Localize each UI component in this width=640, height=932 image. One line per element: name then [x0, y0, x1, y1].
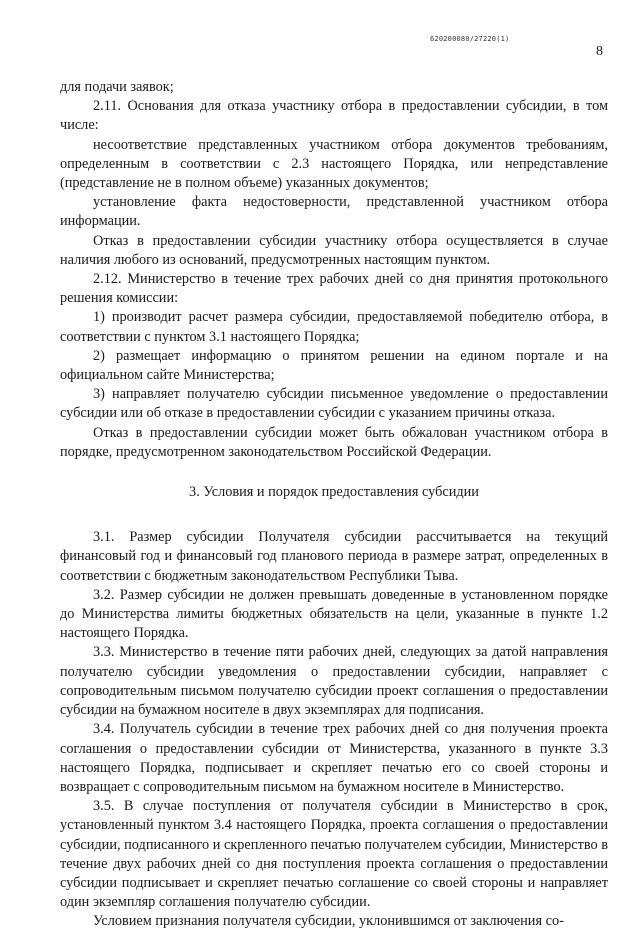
- paragraph: 1) производит расчет размера субсидии, предоставляемой победителю отбора, в соответствии с пунктом 3.1 настоящего Порядка;: [60, 309, 608, 345]
- paragraph: 2.11. Основания для отказа участнику отбора в предоставлении субсидии, в том числе:: [60, 98, 608, 134]
- document-id: 620200080/27220(1): [430, 35, 510, 43]
- paragraph: установление факта недостоверности, представленной участником отбора информации.: [60, 194, 608, 230]
- paragraph: 3.2. Размер субсидии не должен превышать доведенные в установленном порядке до Министерства лимиты бюджетных обязательств на цели, указанные в пункте 1.2 настоящего Порядка.: [60, 586, 608, 642]
- paragraph: 2) размещает информацию о принятом решении на едином портале и на официальном сайте Министерства;: [60, 347, 608, 384]
- document-body: [60, 78, 608, 932]
- paragraph: 3.3. Министерство в течение пяти рабочих дней, следующих за датой направления получателю субсидии уведомления о предоставлении субсидии, направляет с сопроводительным письмом получателю субсидии проект соглашения о предоставлении субсидии на бумажном носителе в двух экземплярах для подписания.: [60, 644, 608, 719]
- paragraph: Отказ в предоставлении субсидии может быть обжалован участником отбора в порядке, предусмотренном законодательством Российской Федерации.: [60, 424, 608, 460]
- paragraph: 3) направляет получателю субсидии письменное уведомление о предоставлении субсидии или об отказе в предоставлении субсидии с указанием причины отказа.: [60, 386, 608, 422]
- paragraph: 3.5. В случае поступления от получателя субсидии в Министерство в срок, установленный пунктом 3.4 настоящего Порядка, проекта соглашения о предоставлении субсидии, подписанного и скрепленного печатью получателем субсидии, Министерство в течение двух рабочих дней со дня поступления проекта соглашения о предоставлении субсидии подписывает и скрепляет печатью соглашение со своей стороны и направляет один экземпляр соглашения получателю субсидии.: [60, 798, 608, 911]
- paragraph: 3.1. Размер субсидии Получателя субсидии рассчитывается на текущий финансовый год и финансовый год планового периода в размере затрат, определенных в соответствии с бюджетным законодательством Республики Тыва.: [60, 529, 608, 584]
- section-heading: 3. Условия и порядок предоставления субсидии: [189, 484, 479, 501]
- paragraph: 2.12. Министерство в течение трех рабочих дней со дня принятия протокольного решения комиссии:: [60, 271, 608, 307]
- paragraph: 3.4. Получатель субсидии в течение трех рабочих дней со дня получения проекта соглашения о предоставлении субсидии от Министерства, указанного в пункте 3.3 настоящего Порядка, подписывает и скрепляет печатью его со своей стороны и возвращает с сопроводительным письмом на бумажном носителе в Министерство.: [60, 721, 608, 795]
- paragraph: несоответствие представленных участником отбора документов требованиям, определенным в соответствии с 2.3 настоящего Порядка, или непредставление (представление не в полном объеме) указанных документов;: [60, 136, 608, 192]
- paragraph: для подачи заявок;: [60, 79, 174, 95]
- paragraph: Отказ в предоставлении субсидии участнику отбора осуществляется в случае наличия любого из оснований, предусмотренных настоящим пунктом.: [60, 232, 608, 268]
- paragraph: Условием признания получателя субсидии, уклонившимся от заключения со-: [93, 913, 564, 930]
- page-number: 8: [596, 44, 603, 59]
